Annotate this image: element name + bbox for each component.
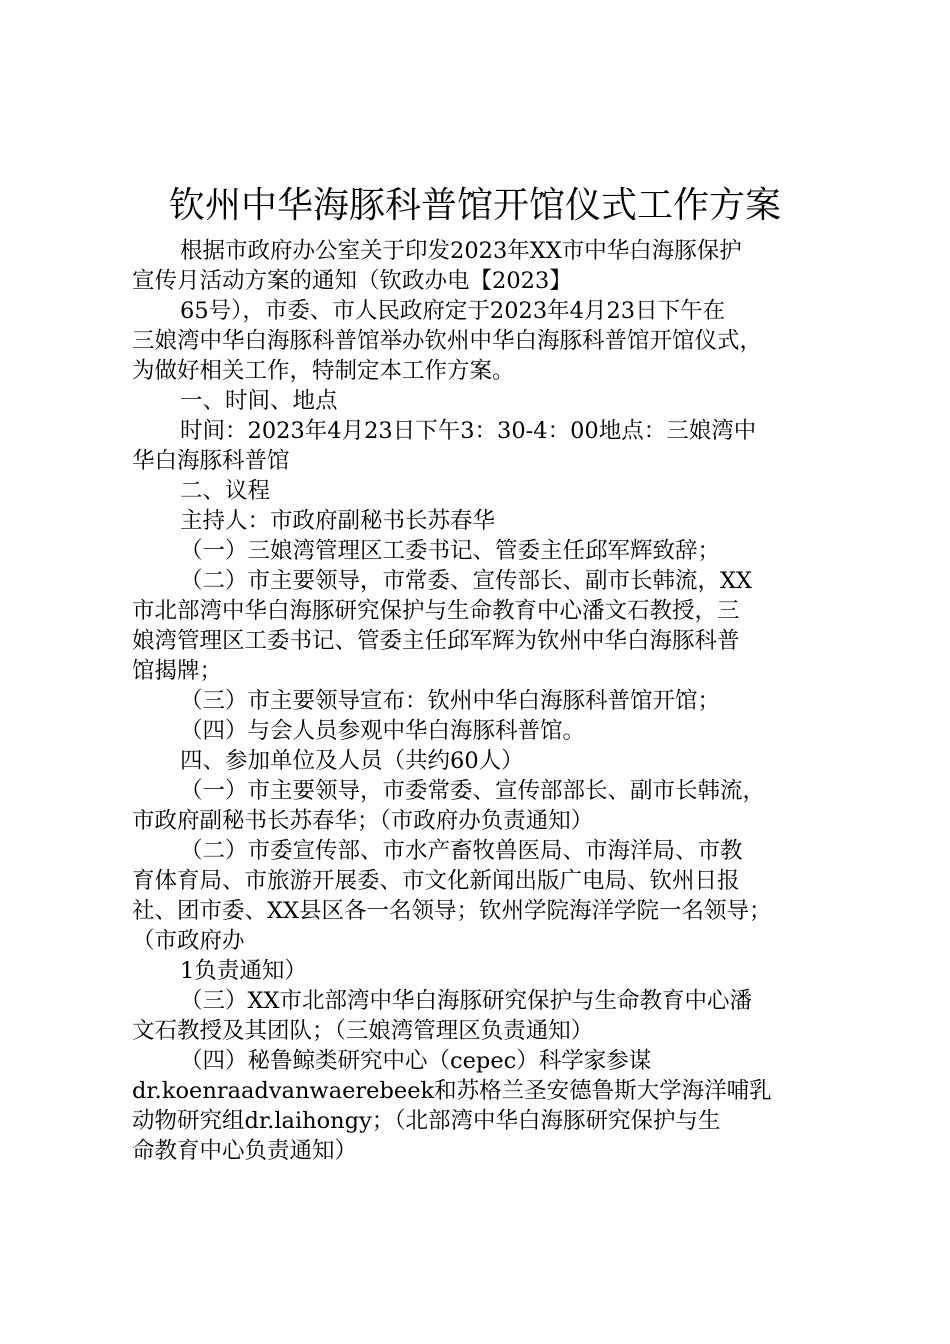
text-line: 华白海豚科普馆 <box>132 448 290 474</box>
text-line: 市北部湾中华白海豚研究保护与生命教育中心潘文石教授，三 <box>132 598 740 624</box>
text-line: 根据市政府办公室关于印发2023年XX市中华白海豚保护 <box>180 238 742 264</box>
text-line: 主持人：市政府副秘书长苏春华 <box>180 508 496 534</box>
text-line: 育体育局、市旅游开展委、市文化新闻出版广电局、钦州日报 <box>132 868 740 894</box>
text-line: 社、团市委、XX县区各一名领导；钦州学院海洋学院一名领导； <box>132 898 772 924</box>
text-line: 命教育中心负责通知） <box>132 1138 358 1164</box>
text-line: （二）市主要领导，市常委、宣传部长、副市长韩流，XX <box>180 568 753 594</box>
document-title: 钦州中华海豚科普馆开馆仪式工作方案 <box>168 185 781 226</box>
text-line: 为做好相关工作，特制定本工作方案。 <box>132 358 515 384</box>
text-line: （三）XX市北部湾中华白海豚研究保护与生命教育中心潘 <box>180 988 753 1014</box>
text-line: 二、议程 <box>180 478 271 504</box>
text-line: （二）市委宣传部、市水产畜牧兽医局、市海洋局、市教 <box>180 838 743 864</box>
document-body <box>132 236 842 1166</box>
text-line: 娘湾管理区工委书记、管委主任邱军辉为钦州中华白海豚科普 <box>132 628 740 654</box>
text-line: 时间：2023年4月23日下午3：30-4：00地点：三娘湾中 <box>180 418 757 444</box>
text-line: 1负责通知） <box>180 958 307 984</box>
text-line: 馆揭牌； <box>132 658 223 684</box>
text-line: （市政府办 <box>132 928 245 954</box>
text-line: 65号），市委、市人民政府定于2023年4月23日下午在 <box>180 298 726 324</box>
text-line: （一）三娘湾管理区工委书记、管委主任邱军辉致辞； <box>180 538 721 564</box>
text-line: 一、时间、地点 <box>180 388 338 414</box>
text-line: （四）与会人员参观中华白海豚科普馆。 <box>180 718 586 744</box>
text-line: 文石教授及其团队；（三娘湾管理区负责通知） <box>132 1018 594 1044</box>
text-line: （四）秘鲁鲸类研究中心（cepec）科学家参谋 <box>180 1048 652 1074</box>
text-line: 四、参加单位及人员（共约60人） <box>180 748 524 774</box>
text-line: （三）市主要领导宣布：钦州中华白海豚科普馆开馆； <box>180 688 721 714</box>
text-line: 市政府副秘书长苏春华；（市政府办负责通知） <box>132 808 594 834</box>
text-line: 三娘湾中华白海豚科普馆举办钦州中华白海豚科普馆开馆仪式， <box>132 328 763 354</box>
text-line: （一）市主要领导，市委常委、宣传部部长、副市长韩流， <box>180 778 766 804</box>
text-line: 动物研究组dr.laihongy；（北部湾中华白海豚研究保护与生 <box>132 1108 721 1134</box>
text-line: 宣传月活动方案的通知（钦政办电【2023】 <box>132 268 572 294</box>
text-line: dr.koenraadvanwaerebeek和苏格兰圣安德鲁斯大学海洋哺乳 <box>132 1078 772 1104</box>
